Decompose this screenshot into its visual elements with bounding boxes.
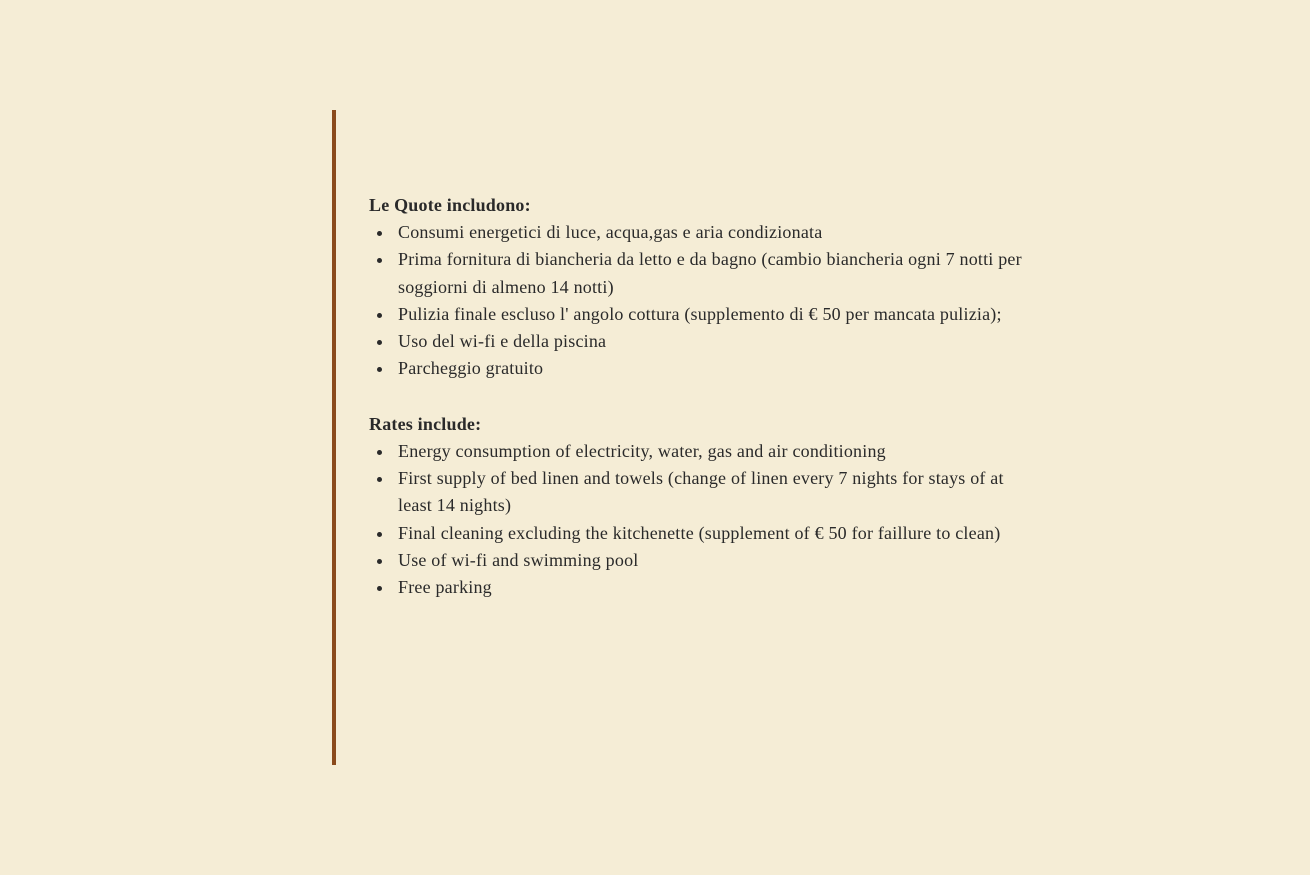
list-item <box>369 328 1029 355</box>
list-item-text: Pulizia finale escluso l' angolo cottura (supplemento di € 50 per mancata pulizia); <box>398 303 1002 324</box>
section-spacer <box>369 383 1029 411</box>
english-list <box>369 438 1029 602</box>
list-item <box>369 219 1029 246</box>
list-item-text: Final cleaning excluding the kitchenette (supplement of € 50 for faillure to clean) <box>398 522 1001 543</box>
bullet-icon <box>377 313 382 318</box>
list-item-text: Consumi energetici di luce, acqua,gas e aria condizionata <box>398 222 823 242</box>
list-item-text: Prima fornitura di biancheria da letto e da bagno (cambio biancheria ogni 7 notti per soggiorni di almeno 14 notti) <box>398 249 1022 297</box>
list-item <box>369 438 1029 465</box>
list-item-text: Use of wi-fi and swimming pool <box>398 549 639 570</box>
bullet-icon <box>377 477 382 482</box>
list-item-text: Parcheggio gratuito <box>398 358 544 379</box>
english-heading: Rates include: <box>369 413 482 434</box>
bullet-icon <box>377 532 382 537</box>
list-item-text: Uso del wi-fi e della piscina <box>398 331 607 352</box>
italian-list <box>369 219 1029 383</box>
list-item-text: First supply of bed linen and towels (change of linen every 7 nights for stays of at least 14 nights) <box>398 468 1004 516</box>
bullet-icon <box>377 559 382 564</box>
bullet-icon <box>377 258 382 263</box>
accent-bar <box>332 110 336 765</box>
list-item <box>369 574 1029 601</box>
bullet-icon <box>377 340 382 345</box>
bullet-icon <box>377 231 382 236</box>
rates-content <box>369 192 1029 602</box>
list-item <box>369 520 1029 547</box>
list-item-text: Energy consumption of electricity, water, gas and air conditioning <box>398 440 886 461</box>
bullet-icon <box>377 450 382 455</box>
list-item <box>369 547 1029 574</box>
list-item <box>369 355 1029 382</box>
bullet-icon <box>377 586 382 591</box>
list-item <box>369 246 1029 301</box>
list-item-text: Free parking <box>398 577 492 598</box>
bullet-icon <box>377 367 382 372</box>
list-item <box>369 301 1029 328</box>
list-item <box>369 465 1029 520</box>
italian-heading: Le Quote includono: <box>369 195 531 215</box>
